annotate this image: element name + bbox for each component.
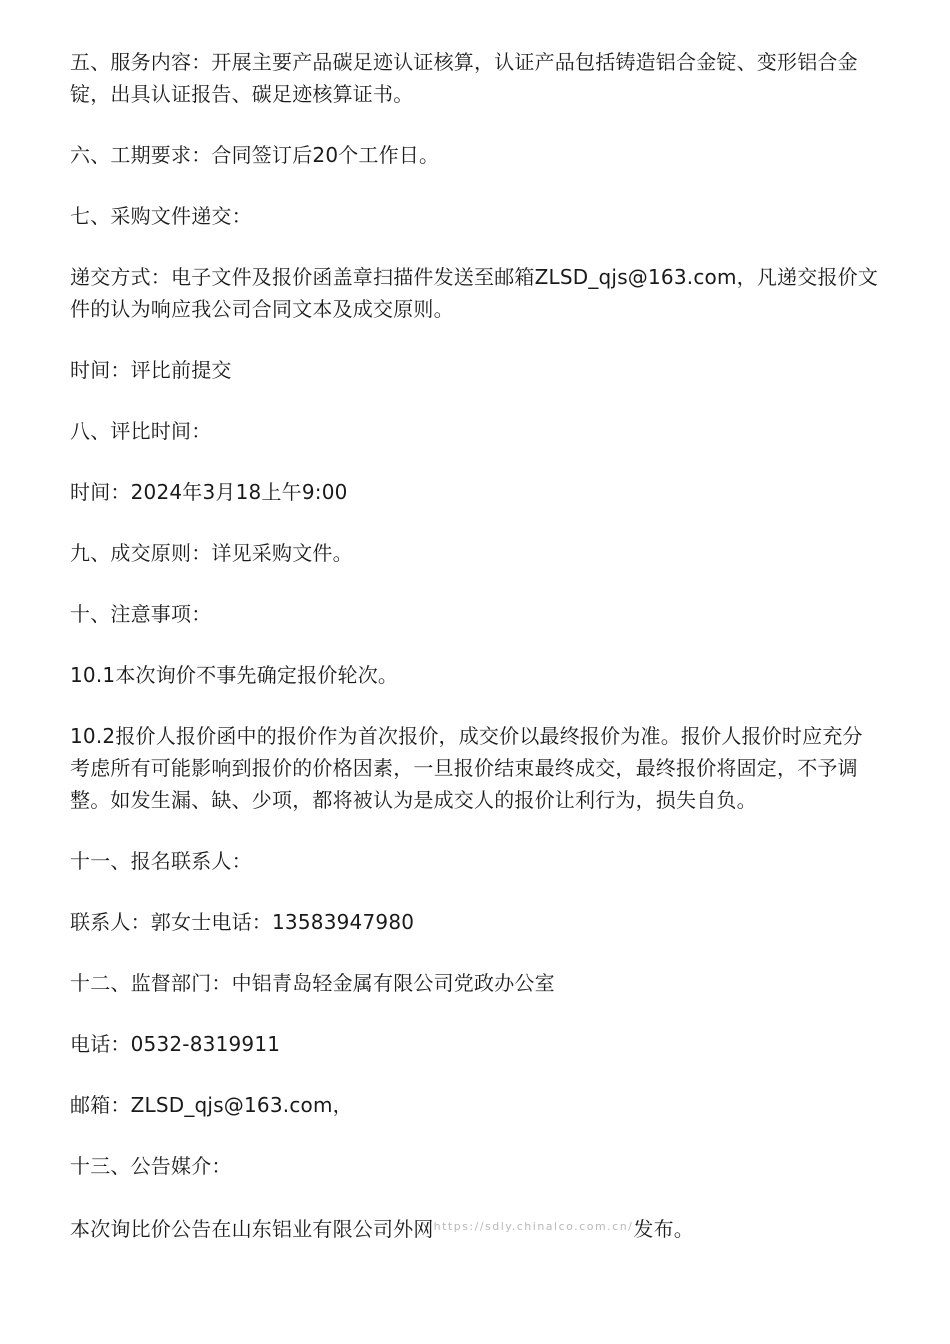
paragraph-phone: 电话：0532-8319911 [70, 1032, 281, 1056]
paragraph-supervision-dept: 十二、监督部门：中铝青岛轻金属有限公司党政办公室 [70, 971, 555, 995]
paragraph-announcement [70, 1211, 882, 1245]
paragraph-deal-principle: 九、成交原则：详见采购文件。 [70, 541, 353, 565]
paragraph-note-10-2: 10.2报价人报价函中的报价作为首次报价，成交价以最终报价为准。报价人报价时应充分考虑所有可能影响到报价的价格因素，一旦报价结束最终成交，最终报价将固定，不予调整。如发生漏、缺、少项，都将被认为是成交人的报价让利行为，损失自负。 [70, 724, 863, 812]
heading-contact: 十一、报名联系人： [70, 849, 252, 873]
announcement-prefix: 本次询比价公告在山东铝业有限公司外网 [70, 1217, 434, 1241]
paragraph-evaluation-time: 时间：2024年3月18上午9:00 [70, 480, 348, 504]
heading-notes: 十、注意事项： [70, 602, 212, 626]
paragraph-email: 邮箱：ZLSD_qjs@163.com， [70, 1093, 353, 1117]
paragraph-note-10-1: 10.1本次询价不事先确定报价轮次。 [70, 663, 399, 687]
paragraph-service-content: 五、服务内容：开展主要产品碳足迹认证核算，认证产品包括铸造铝合金锭、变形铝合金锭，出具认证报告、碳足迹核算证书。 [70, 50, 858, 106]
announcement-url-link[interactable]: https://sdly.chinalco.com.cn/ [433, 1220, 634, 1233]
paragraph-schedule: 六、工期要求：合同签订后20个工作日。 [70, 143, 440, 167]
heading-evaluation-time: 八、评比时间： [70, 419, 212, 443]
paragraph-submission-method: 递交方式：电子文件及报价函盖章扫描件发送至邮箱ZLSD_qjs@163.com，凡递交报价文件的认为响应我公司合同文本及成交原则。 [70, 265, 879, 321]
heading-announcement-media: 十三、公告媒介： [70, 1154, 232, 1178]
announcement-suffix: 发布。 [633, 1217, 694, 1241]
document-body [70, 46, 882, 1274]
paragraph-contact-person: 联系人：郭女士电话：13583947980 [70, 910, 415, 934]
heading-submission: 七、采购文件递交： [70, 204, 252, 228]
paragraph-submission-time: 时间：评比前提交 [70, 358, 232, 382]
